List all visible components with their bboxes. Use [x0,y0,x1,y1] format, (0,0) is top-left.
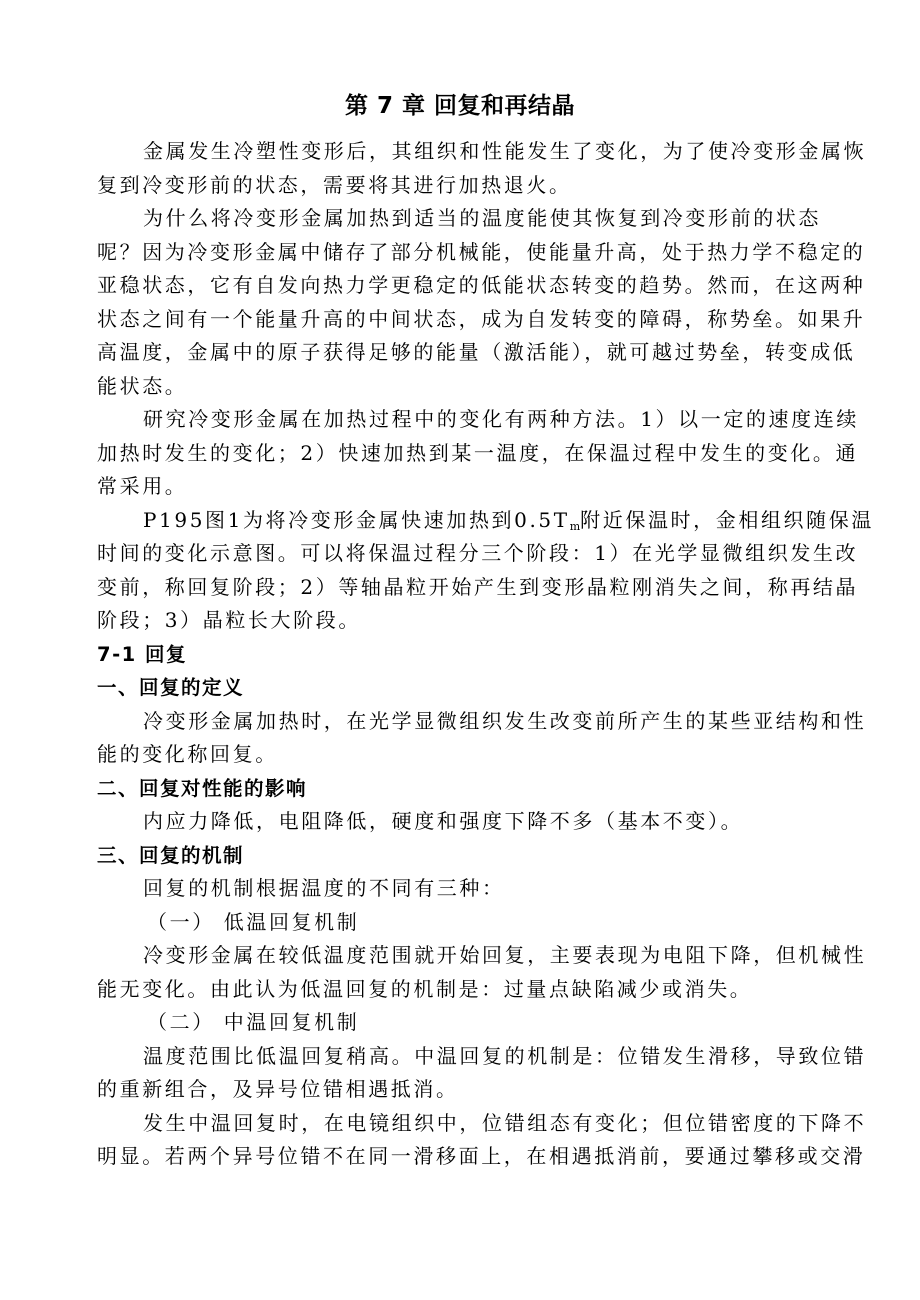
paragraph-line-figure-ref [97,504,874,538]
paragraph-line: 明显。若两个异号位错不在同一滑移面上，在相遇抵消前，要通过攀移或交滑 [97,1144,866,1168]
section-heading-7-1: 7-1 回复 [97,642,188,666]
paragraph-line: 发生中温回复时，在电镜组织中，位错组态有变化；但位错密度的下降不 [143,1110,867,1135]
paragraph-line: 冷变形金属加热时，在光学显微组织发生改变前所产生的某些亚结构和性 [143,708,867,733]
paragraph-line: 阶段；3）晶粒长大阶段。 [97,608,361,632]
paragraph-line: 状态之间有一个能量升高的中间状态，成为自发转变的障碍，称势垒。如果升 [97,306,866,331]
paragraph-line: 能无变化。由此认为低温回复的机制是：过量点缺陷减少或消失。 [97,976,753,1001]
figure-ref-text: P195图1为将冷变形金属快速加热到0.5T [143,507,570,532]
subheading-low-temp: （一） 低温回复机制 [147,909,360,934]
paragraph-line: 呢？因为冷变形金属中储存了部分机械能，使能量升高，处于热力学不稳定的 [97,239,866,264]
paragraph-line: 加热时发生的变化；2）快速加热到某一温度，在保温过程中发生的变化。通 [97,440,859,465]
paragraph-line: 的重新组合，及异号位错相遇抵消。 [97,1077,459,1101]
paragraph-line: 亚稳状态，它有自发向热力学更稳定的低能状态转变的趋势。然而，在这两种 [97,273,866,297]
paragraph-line: 变前，称回复阶段；2）等轴晶粒开始产生到变形晶粒刚消失之间，称再结晶 [97,574,859,599]
paragraph-line: 常采用。 [97,474,188,498]
heading-mechanism: 三、回复的机制 [97,843,245,867]
document-body [97,135,874,1174]
subscript-m: m [569,519,581,533]
paragraph-line: 能的变化称回复。 [97,742,278,766]
paragraph-line: 内应力降低，电阻降低，硬度和强度下降不多（基本不变）。 [143,809,744,833]
paragraph-line: 能状态。 [97,373,188,398]
paragraph-line: 为什么将冷变形金属加热到适当的温度能使其恢复到冷变形前的状态 [143,206,821,230]
heading-effect: 二、回复对性能的影响 [97,776,308,800]
paragraph-line: 金属发生冷塑性变形后，其组织和性能发生了变化，为了使冷变形金属恢 [143,139,867,163]
figure-ref-text-after: 附近保温时，金相组织随保温 [580,507,874,532]
paragraph-line: 高温度，金属中的原子获得足够的能量（激活能），就可越过势垒，转变成低 [97,340,856,364]
paragraph-line: 时间的变化示意图。可以将保温过程分三个阶段：1）在光学显微组织发生改 [97,541,859,565]
heading-definition: 一、回复的定义 [97,676,245,699]
chapter-title: 第 7 章 回复和再结晶 [344,93,576,119]
paragraph-line: 温度范围比低温回复稍高。中温回复的机制是：位错发生滑移，导致位错 [143,1043,867,1068]
paragraph-line: 复到冷变形前的状态，需要将其进行加热退火。 [97,172,572,197]
paragraph-line: 回复的机制根据温度的不同有三种： [143,876,505,900]
subheading-mid-temp: （二） 中温回复机制 [147,1010,360,1034]
paragraph-line: 研究冷变形金属在加热过程中的变化有两种方法。1）以一定的速度连续 [143,407,859,431]
paragraph-line: 冷变形金属在较低温度范围就开始回复，主要表现为电阻下降，但机械性 [143,943,867,967]
